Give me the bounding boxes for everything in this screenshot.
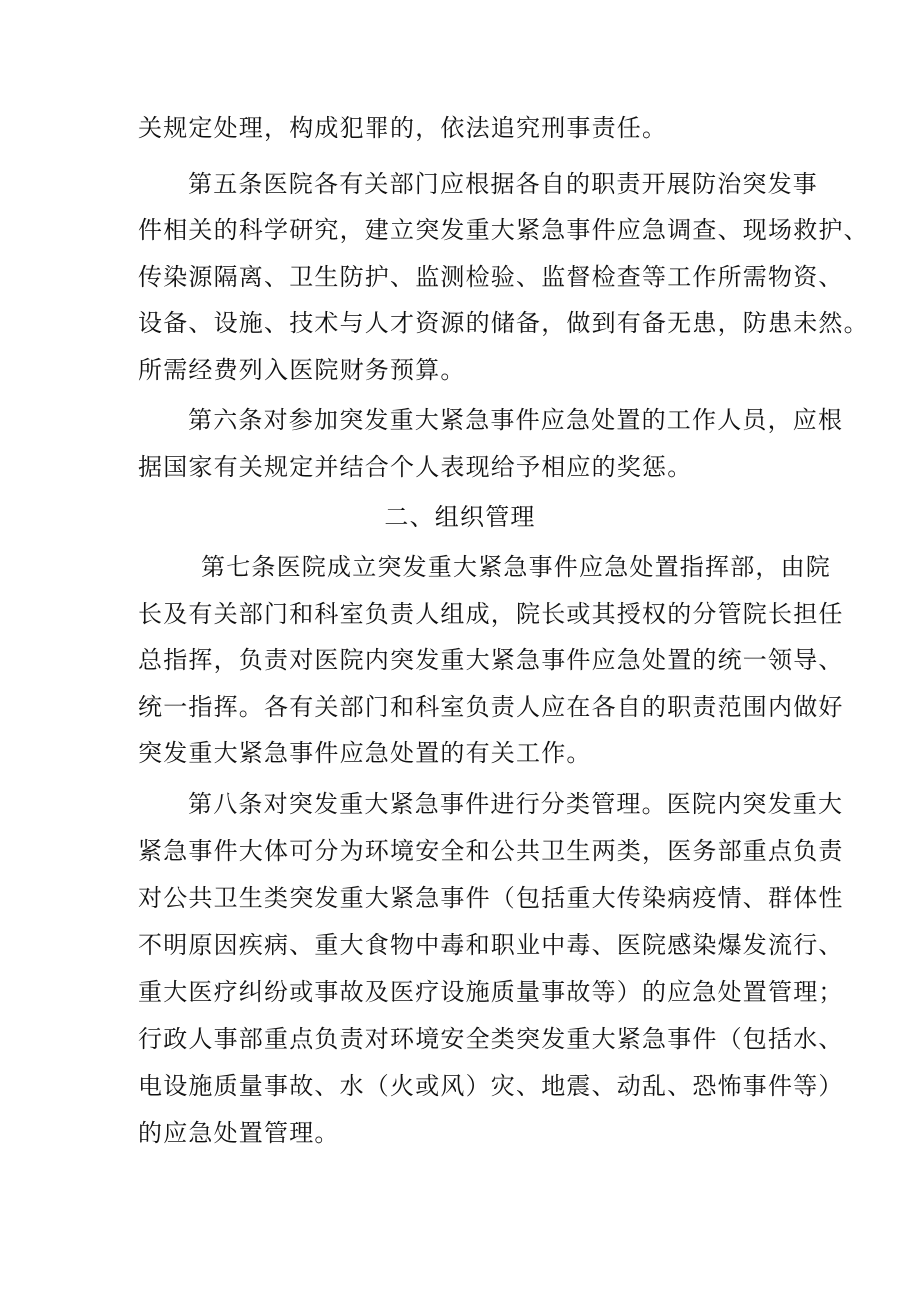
article-7-first-line: 第七条医院成立突发重大紧急事件应急处置指挥部，由院 <box>201 553 831 581</box>
section-heading: 二、组织管理 <box>384 503 536 531</box>
paragraph-line: 关规定处理，构成犯罪的，依法追究刑事责任。 <box>138 114 668 142</box>
paragraph-line: 总指挥，负责对医院内突发重大紧急事件应急处置的统一领导、 <box>138 646 844 674</box>
paragraph-line: 重大医疗纠纷或事故及医疗设施质量事故等）的应急处置管理； <box>138 978 844 1006</box>
paragraph-line: 对公共卫生类突发重大紧急事件（包括重大传染病疫情、群体性 <box>138 884 844 912</box>
article-8-first-line: 第八条对突发重大紧急事件进行分类管理。医院内突发重大 <box>188 790 844 818</box>
paragraph-line: 电设施质量事故、水（火或风）灾、地震、动乱、恐怖事件等） <box>138 1072 844 1100</box>
paragraph-line: 不明原因疾病、重大食物中毒和职业中毒、医院感染爆发流行、 <box>138 931 844 959</box>
paragraph-line: 行政人事部重点负责对环境安全类突发重大紧急事件（包括水、 <box>138 1025 844 1053</box>
paragraph-line: 据国家有关规定并结合个人表现给予相应的奖惩。 <box>138 453 693 481</box>
paragraph-line: 件相关的科学研究，建立突发重大紧急事件应急调查、现场救护、 <box>138 216 869 244</box>
paragraph-line: 突发重大紧急事件应急处置的有关工作。 <box>138 739 592 767</box>
paragraph-line: 设备、设施、技术与人才资源的储备，做到有备无患，防患未然。 <box>138 309 869 337</box>
paragraph-line: 所需经费列入医院财务预算。 <box>138 356 466 384</box>
paragraph-line: 的应急处置管理。 <box>138 1119 340 1147</box>
article-6-first-line: 第六条对参加突发重大紧急事件应急处置的工作人员，应根 <box>188 406 844 434</box>
paragraph-line: 长及有关部门和科室负责人组成，院长或其授权的分管院长担任 <box>138 600 844 628</box>
article-5-first-line: 第五条医院各有关部门应根据各自的职责开展防治突发事 <box>188 170 818 198</box>
paragraph-line: 紧急事件大体可分为环境安全和公共卫生两类，医务部重点负责 <box>138 837 844 865</box>
paragraph-line: 传染源隔离、卫生防护、监测检验、监督检查等工作所需物资、 <box>138 263 844 291</box>
paragraph-line: 统一指挥。各有关部门和科室负责人应在各自的职责范围内做好 <box>138 693 844 721</box>
